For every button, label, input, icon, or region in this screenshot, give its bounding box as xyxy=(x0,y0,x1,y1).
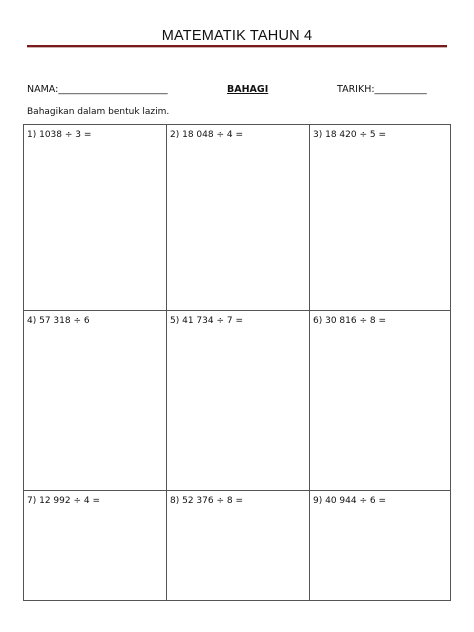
question-cell-1 xyxy=(24,125,167,311)
header-divider-shadow xyxy=(27,47,447,48)
question-cell-4 xyxy=(24,311,167,491)
date-field-label: TARIKH:___________ xyxy=(337,84,427,95)
question-cell-9 xyxy=(310,491,451,601)
page-title: MATEMATIK TAHUN 4 xyxy=(161,28,313,44)
question-8: 8) 52 376 ÷ 8 = xyxy=(170,496,243,506)
question-1: 1) 1038 ÷ 3 = xyxy=(27,130,92,140)
question-cell-8 xyxy=(167,491,310,601)
question-cell-5 xyxy=(167,311,310,491)
instruction-text: Bahagikan dalam bentuk lazim. xyxy=(27,107,170,117)
question-9: 9) 40 944 ÷ 6 = xyxy=(313,496,386,506)
question-cell-2 xyxy=(167,125,310,311)
question-7: 7) 12 992 ÷ 4 = xyxy=(27,496,100,506)
question-grid xyxy=(23,124,451,601)
topic-label: BAHAGI xyxy=(227,84,269,95)
question-6: 6) 30 816 ÷ 8 = xyxy=(313,316,386,326)
question-cell-3 xyxy=(310,125,451,311)
question-3: 3) 18 420 ÷ 5 = xyxy=(313,130,386,140)
question-5: 5) 41 734 ÷ 7 = xyxy=(170,316,243,326)
question-4: 4) 57 318 ÷ 6 xyxy=(27,316,90,326)
question-cell-7 xyxy=(24,491,167,601)
name-field-label: NAMA:_______________________ xyxy=(27,84,168,95)
question-cell-6 xyxy=(310,311,451,491)
question-2: 2) 18 048 ÷ 4 = xyxy=(170,130,243,140)
